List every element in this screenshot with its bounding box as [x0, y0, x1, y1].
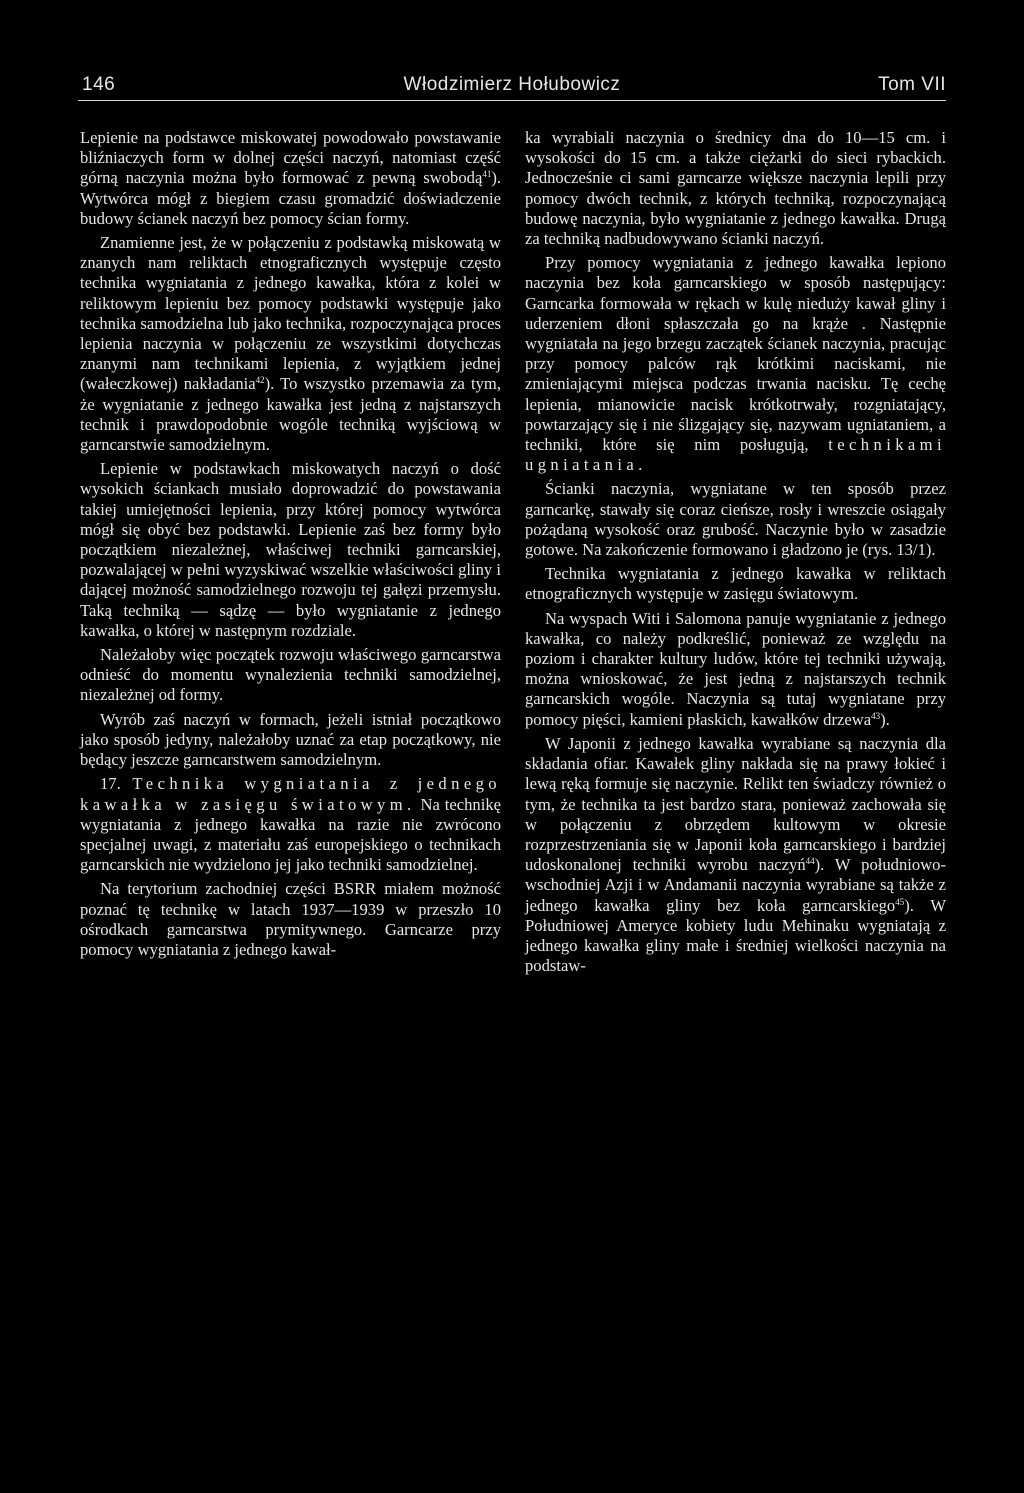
running-header: [78, 70, 946, 101]
footnote-ref: 43: [871, 710, 881, 721]
section-number: 17.: [100, 774, 121, 794]
paragraph: Znamienne jest, że w połączeniu z podstawką miskowatą w znanych nam reliktach etnograficznych występuje często technika wygniatania z jednego kawałka, która z kolei w reliktowym lepieniu bez pomocy podstawki występuje jako technika samodzielna lub jako technika, rozpoczynająca proces lepienia naczynia w połączeniu ze wszystkimi dotychczas znanymi nam technikami lepienia, z wyjątkiem jednej (wałeczkowej) nakładania$^{42}$). To wszystko przemawia za tym, że wygniatanie z jednego kawałka jest jedną z najstarszych technik i prawdopodobnie wogóle techniką wyjściową w garncarstwie samodzielnym.: [80, 233, 501, 455]
paragraph: Ścianki naczynia, wygniatane w ten sposób przez garncarkę, stawały się coraz cieńsze, rosły i wreszcie osiągały pożądaną wysokość oraz grubość. Naczynie było w zasadzie gotowe. Na zakończenie formowano i gładzono je (rys. 13/1).: [525, 479, 946, 560]
left-column: [80, 128, 501, 964]
right-column: [525, 128, 946, 980]
paragraph: Na wyspach Witi i Salomona panuje wygniatanie z jednego kawałka, co należy podkreślić, ponieważ ze względu na poziom i charakter kultury ludów, które tej techniki używają, można wnioskować, że jest jedną z najstarszych technik garncarskich wogóle. Naczynia są tutaj wygniatane przy pomocy pięści, kamieni płaskich, kawałków drzewa$^{43}$).: [525, 608, 946, 729]
paragraph: ka wyrabiali naczynia o średnicy dna do 10—15 cm. i wysokości do 15 cm. a także ciężarki do sieci rybackich. Jednocześnie ci sami garncarze większe naczynia lepili przy pomocy dwóch technik, z których techniką, rozpoczynającą budowę naczynia, było wygniatanie z jednego kawałka. Drugą za techniką nadbudowywano ścianki naczyń.: [525, 128, 946, 249]
paragraph: Przy pomocy wygniatania z jednego kawałka lepiono naczynia bez koła garncarskiego w sposób następujący: Garncarka formowała w rękach w kulę nieduży kawał gliny i uderzeniem dłoni spłaszczała go na krąże . Następnie wygniatała na jego brzegu zaczątek ścianek naczynia, pracując przy pomocy palców rąk krótkimi naciskami, nie zmieniającymi miejsca podczas trwania nacisku. Tę cechę lepienia, mianowicie nacisk krótkotrwały, rozgniatający, powtarzający się i nie ślizgający się, nazywam ugniataniem, a techniki, które się nim posługują, technikami ugniatania.: [525, 253, 946, 475]
volume-label: Tom VII: [878, 74, 946, 95]
paragraph: Lepienie w podstawkach miskowatych naczyń o dość wysokich ściankach musiało doprowadzić do powstawania takiej umiejętności lepienia, przy której pomocy wytwórca mógł się obyć bez podstawki. Lepienie zaś bez formy było początkiem niezależnej, właściwej techniki garncarskiej, pozwalającej w pełni wyzyskiwać wszelkie właściwości gliny i dającej możność samodzielnego rozwoju tej gałęzi przemysłu. Taką techniką — sądzę — było wygniatanie z jednego kawałka, o której w następnym rozdziale.: [80, 459, 501, 640]
section-paragraph: 17. Technika wygniatania z jednego kawałka w zasięgu światowym. Na technikę wygniatania z jednego kawałka na razie nie zwrócono specjalnej uwagi, z materiału zaś europejskiego o technikach garncarskich nie wydzielono jej jako techniki samodzielnej.: [80, 774, 501, 875]
running-author: Włodzimierz Hołubowicz: [403, 74, 621, 95]
paragraph: W Japonii z jednego kawałka wyrabiane są naczynia dla składania ofiar. Kawałek gliny nakłada się na prawy łokieć i lewą ręką formuje się naczynie. Relikt ten świadczy również o tym, że technika ta jest bardzo stara, ponieważ zachowała się w połączeniu z obrzędem kultowym w okresie rozprzestrzeniania się w Japonii koła garncarskiego i bardziej udoskonalonej techniki wyrobu naczyń$^{44}$). W południowo-wschodniej Azji i w Andamanii naczynia wyrabiane są także z jednego kawałka gliny bez koła garncarskiego$^{45}$). W Południowej Ameryce kobiety ludu Mehinaku wygniatają z jednego kawałka gliny małe i średniej wielkości naczynia na podstaw-: [525, 733, 946, 976]
section-heading: Technika wygniatania z jednego kawałka w zasięgu światowym.: [80, 774, 501, 814]
footnote-ref: 41: [482, 169, 492, 180]
paragraph: Należałoby więc początek rozwoju właściwego garncarstwa odnieść do momentu wynalezienia techniki samodzielnej, niezależnej od formy.: [80, 645, 501, 705]
paragraph: Technika wygniatania z jednego kawałka w reliktach etnograficznych występuje w zasięgu światowym.: [525, 564, 946, 604]
emphasized-term: technikami ugniatania.: [525, 435, 946, 475]
footnote-ref: 42: [255, 375, 265, 386]
paragraph: Lepienie na podstawce miskowatej powodowało powstawanie bliźniaczych form w dolnej części naczyń, natomiast część górną naczynia można było formować z pewną swobodą$^{41}$). Wytwórca mógł z biegiem czasu gromadzić doświadczenie budowy ścianek naczyń bez pomocy ścian formy.: [80, 128, 501, 228]
paragraph: Wyrób zaś naczyń w formach, jeżeli istniał początkowo jako sposób jedyny, należałoby uznać za etap początkowy, nie będący jeszcze garncarstwem samodzielnym.: [80, 709, 501, 770]
footnote-ref: 44: [805, 856, 815, 867]
paragraph: Na terytorium zachodniej części BSRR miałem możność poznać tę technikę w latach 1937—1939 w przeszło 10 ośrodkach garncarstwa prymitywnego. Garncarze przy pomocy wygniatania z jednego kawał-: [80, 879, 501, 959]
footnote-ref: 45: [895, 896, 905, 907]
page-number: 146: [82, 74, 116, 95]
